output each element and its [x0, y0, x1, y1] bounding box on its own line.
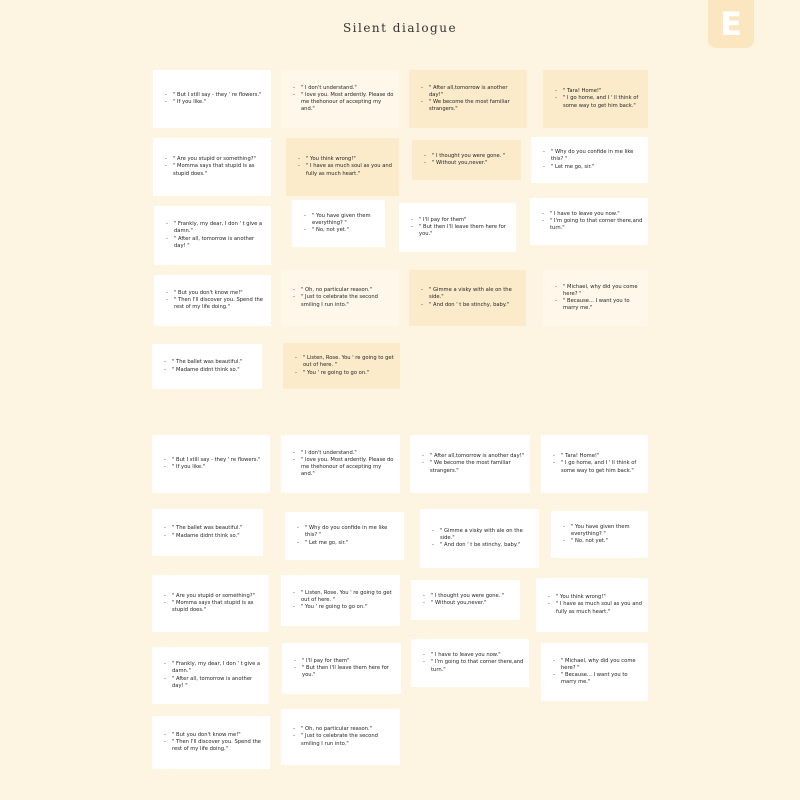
dialogue-card	[410, 435, 530, 493]
dialogue-card	[152, 344, 262, 389]
dialogue-line: - " If you like."	[164, 464, 266, 471]
dialogue-card	[411, 580, 520, 620]
dialogue-line: - " Michael, why did you come here? "	[555, 284, 644, 298]
dialogue-card	[153, 138, 271, 196]
dialogue-line: - " The ballet was beautiful."	[164, 525, 259, 532]
dialogue-line: - " You think wrong!"	[548, 594, 644, 601]
page-title: Silent dialogue	[342, 21, 458, 35]
dialogue-card	[412, 140, 521, 180]
dialogue-line: - " I thought you were gone. "	[424, 153, 517, 160]
dialogue-card	[152, 647, 269, 704]
dialogue-line: - " And don ' t be stinchy, baby."	[421, 302, 522, 309]
dialogue-card	[531, 137, 648, 183]
dialogue-line: - " After all, tomorrow is another day! "	[166, 236, 267, 250]
dialogue-line: - " You have given them everything? "	[563, 524, 644, 538]
dialogue-line: - " I go home, and I ' ll think of some way to get him back."	[553, 460, 644, 474]
dialogue-line: - " You have given them everything? "	[304, 213, 381, 227]
dialogue-line: - " I thought you were gone. "	[423, 593, 516, 600]
dialogue-line: - " You ' re going to go on."	[295, 370, 396, 377]
dialogue-line: - " Listen, Rose. You ' re going to get out of here. "	[293, 590, 396, 604]
dialogue-line: - " I have to leave you now."	[423, 652, 525, 659]
dialogue-line: - " Gimme a visky with ale on the side."	[421, 287, 522, 301]
dialogue-card	[152, 509, 263, 556]
dialogue-line: - " If you like."	[165, 99, 267, 106]
dialogue-card	[409, 70, 527, 128]
dialogue-line: - " Momma says that stupid is as stupid does."	[165, 163, 267, 177]
dialogue-card	[292, 200, 385, 247]
dialogue-line: - " After all,tomorrow is another day!"	[422, 453, 526, 460]
dialogue-line: - " Frankly, my dear, I don ' t give a damn."	[164, 661, 265, 675]
dialogue-card	[543, 270, 648, 326]
dialogue-line: - " Tara! Home!"	[553, 453, 644, 460]
dialogue-line: - " I don't understand."	[293, 450, 396, 457]
dialogue-line: - " Tara! Home!"	[555, 88, 644, 95]
dialogue-line: - " Let me go, sir."	[297, 540, 400, 547]
dialogue-card	[152, 716, 270, 769]
dialogue-line: - " But then I'll leave them here for you."	[294, 665, 397, 679]
dialogue-line: - " I have to leave you now."	[542, 211, 644, 218]
dialogue-line: - " Without you,never."	[423, 600, 516, 607]
dialogue-card	[154, 275, 271, 326]
dialogue-card	[543, 70, 648, 128]
dialogue-line: - " love you. Most ardently. Please do me thehonour of accepting my and."	[293, 457, 396, 479]
dialogue-line: - " No, not yet."	[563, 538, 644, 545]
dialogue-line: - " I'm going to that corner there,and turn."	[542, 218, 644, 232]
dialogue-line: - " Just to celebrate the second smiling I run into."	[293, 733, 396, 747]
dialogue-line: - " You think wrong!"	[298, 156, 395, 163]
dialogue-line: - " Oh, no particular reason."	[293, 726, 396, 733]
dialogue-line: - " But then I'll leave them here for you."	[411, 224, 512, 238]
dialogue-line: - " But you don't know me!"	[164, 732, 266, 739]
dialogue-card	[282, 643, 401, 694]
dialogue-card	[399, 203, 516, 252]
dialogue-line: - " Listen, Rose. You ' re going to get out of here. "	[295, 355, 396, 369]
dialogue-card	[283, 343, 400, 389]
dialogue-line: - " I'm going to that corner there,and turn."	[423, 659, 525, 673]
dialogue-line: - " Then I'll discover you. Spend the rest of my life doing."	[166, 297, 267, 311]
dialogue-line: - " No, not yet."	[304, 227, 381, 234]
dialogue-line: - " I'll pay for them"	[411, 217, 512, 224]
dialogue-line: - " Why do you confide in me like this? "	[297, 525, 400, 539]
dialogue-card	[281, 70, 399, 128]
dialogue-line: - " Because... I want you to marry me."	[553, 672, 644, 686]
dialogue-line: - " But you don't know me!"	[166, 290, 267, 297]
dialogue-card	[536, 578, 648, 632]
dialogue-line: - " Because... I want you to marry me."	[555, 298, 644, 312]
dialogue-card	[281, 709, 400, 765]
dialogue-line: - " love you. Most ardently. Please do me thehonour of accepting my and."	[293, 92, 395, 114]
dialogue-card	[409, 270, 526, 326]
dialogue-line: - " But I still say - they ' re flowers."	[164, 457, 266, 464]
dialogue-line: - " I don't understand."	[293, 85, 395, 92]
dialogue-card	[530, 198, 648, 245]
dialogue-line: - " I have as much soul as you and fully as much heart."	[298, 163, 395, 177]
dialogue-line: - " Oh, no particular reason."	[293, 287, 395, 294]
dialogue-card	[153, 70, 271, 128]
dialogue-line: - " Gimme a visky with ale on the side."	[432, 528, 535, 542]
dialogue-card	[152, 575, 269, 632]
dialogue-line: - " Then I'll discover you. Spend the rest of my life doing."	[164, 739, 266, 753]
badge-letter: E	[720, 5, 742, 43]
dialogue-line: - " I go home, and I ' ll think of some way to get him back."	[555, 95, 644, 109]
dialogue-card	[541, 643, 648, 701]
dialogue-card	[411, 639, 529, 687]
dialogue-line: - " I have as much soul as you and fully as much heart."	[548, 601, 644, 615]
dialogue-line: - " We become the most familiar strangers."	[422, 460, 526, 474]
dialogue-line: - " I'll pay for them"	[294, 658, 397, 665]
dialogue-line: - " Madame didnt think so."	[164, 367, 258, 374]
dialogue-card	[154, 206, 271, 265]
dialogue-line: - " Just to celebrate the second smiling I run into."	[293, 294, 395, 308]
dialogue-line: - " Why do you confide in me like this? "	[543, 149, 644, 163]
dialogue-line: - " Without you,never."	[424, 160, 517, 167]
dialogue-card	[285, 512, 404, 560]
dialogue-line: - " After all, tomorrow is another day! "	[164, 676, 265, 690]
dialogue-line: - " And don ' t be stinchy, baby."	[432, 542, 535, 549]
dialogue-card	[152, 435, 270, 493]
corner-badge	[708, 0, 754, 48]
dialogue-line: - " Madame didnt think so."	[164, 533, 259, 540]
dialogue-line: - " Frankly, my dear, I don ' t give a damn."	[166, 221, 267, 235]
dialogue-line: - " The ballet was beautiful."	[164, 359, 258, 366]
dialogue-card	[281, 435, 400, 493]
dialogue-card	[541, 435, 648, 493]
dialogue-line: - " Are you stupid or something?"	[165, 156, 267, 163]
dialogue-card	[551, 511, 648, 558]
dialogue-line: - " You ' re going to go on."	[293, 604, 396, 611]
dialogue-card	[286, 138, 399, 196]
dialogue-line: - " But I still say - they ' re flowers."	[165, 92, 267, 99]
dialogue-line: - " We become the most familiar strangers."	[421, 99, 523, 113]
dialogue-card	[281, 575, 400, 626]
dialogue-line: - " Michael, why did you come here? "	[553, 658, 644, 672]
dialogue-line: - " After all,tomorrow is another day!"	[421, 85, 523, 99]
dialogue-line: - " Momma says that stupid is as stupid does."	[164, 600, 265, 614]
dialogue-card	[281, 270, 399, 326]
dialogue-card	[420, 509, 539, 568]
dialogue-line: - " Are you stupid or something?"	[164, 593, 265, 600]
dialogue-line: - " Let me go, sir."	[543, 164, 644, 171]
